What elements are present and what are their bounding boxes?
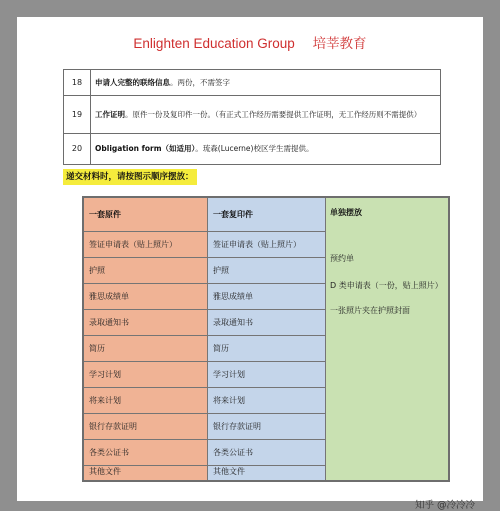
- copies-column: [208, 198, 326, 480]
- item-text: [91, 96, 441, 134]
- item-detail: 。原件一份及复印件一份。（有正式工作经历需要提供工作证明，无工作经历则不需提供）: [125, 109, 422, 119]
- separate-note: 一张照片夹在护照封面: [330, 306, 410, 315]
- header-chinese: 培莘教育: [312, 36, 367, 51]
- item-title: Obligation form（如适用）: [95, 144, 196, 153]
- list-item: 各类公证书: [208, 440, 325, 466]
- item-detail: 。两份，不需签字: [170, 77, 230, 87]
- separate-note: 预约单: [330, 254, 354, 263]
- item-text: [91, 134, 441, 165]
- list-item: 雅思成绩单: [84, 284, 207, 310]
- item-number: 18: [64, 70, 91, 96]
- list-item: 银行存款证明: [208, 414, 325, 440]
- document-page: [17, 17, 483, 511]
- list-item: 将来计划: [208, 388, 325, 414]
- item-title: 申请人完整的联络信息: [95, 77, 170, 87]
- separate-column: [326, 198, 448, 480]
- list-item: 签证申请表（贴上照片）: [84, 232, 207, 258]
- instruction-highlight: 递交材料时，请按图示顺序摆放：: [63, 169, 197, 185]
- list-item: 护照: [84, 258, 207, 284]
- item-title: 工作证明: [95, 109, 125, 119]
- list-item: 雅思成绩单: [208, 284, 325, 310]
- item-text: [91, 70, 441, 96]
- document-order-grid: [82, 196, 450, 482]
- separate-note: D 类申请表（一份，贴上照片）: [330, 281, 443, 290]
- list-item: 将来计划: [84, 388, 207, 414]
- item-number: 20: [64, 134, 91, 165]
- separate-header: 单独摆放: [330, 208, 362, 217]
- item-number: 19: [64, 96, 91, 134]
- page-header: [17, 32, 483, 52]
- list-item: 录取通知书: [84, 310, 207, 336]
- originals-header: 一套原件: [84, 198, 207, 232]
- header-english: Enlighten Education Group: [133, 36, 295, 51]
- list-item: 其他文件: [89, 467, 121, 476]
- list-item: 简历: [208, 336, 325, 362]
- originals-column: [84, 198, 208, 480]
- list-item: 护照: [208, 258, 325, 284]
- list-item: 签证申请表（贴上照片）: [208, 232, 325, 258]
- table-row: [64, 96, 441, 134]
- table-row: [64, 70, 441, 96]
- list-item: 简历: [84, 336, 207, 362]
- list-item: 各类公证书: [84, 440, 207, 466]
- table-row: [64, 134, 441, 165]
- list-item: 学习计划: [208, 362, 325, 388]
- list-item: 银行存款证明: [84, 414, 207, 440]
- list-item: 学习计划: [84, 362, 207, 388]
- list-item: 其他文件: [213, 467, 245, 476]
- copies-header: 一套复印件: [208, 198, 325, 232]
- list-item: 录取通知书: [208, 310, 325, 336]
- requirements-table: [63, 69, 441, 165]
- item-detail: 。琉森(Lucerne)校区学生需提供。: [195, 144, 314, 153]
- zhihu-watermark: 知乎 @冷冷冷: [415, 500, 476, 511]
